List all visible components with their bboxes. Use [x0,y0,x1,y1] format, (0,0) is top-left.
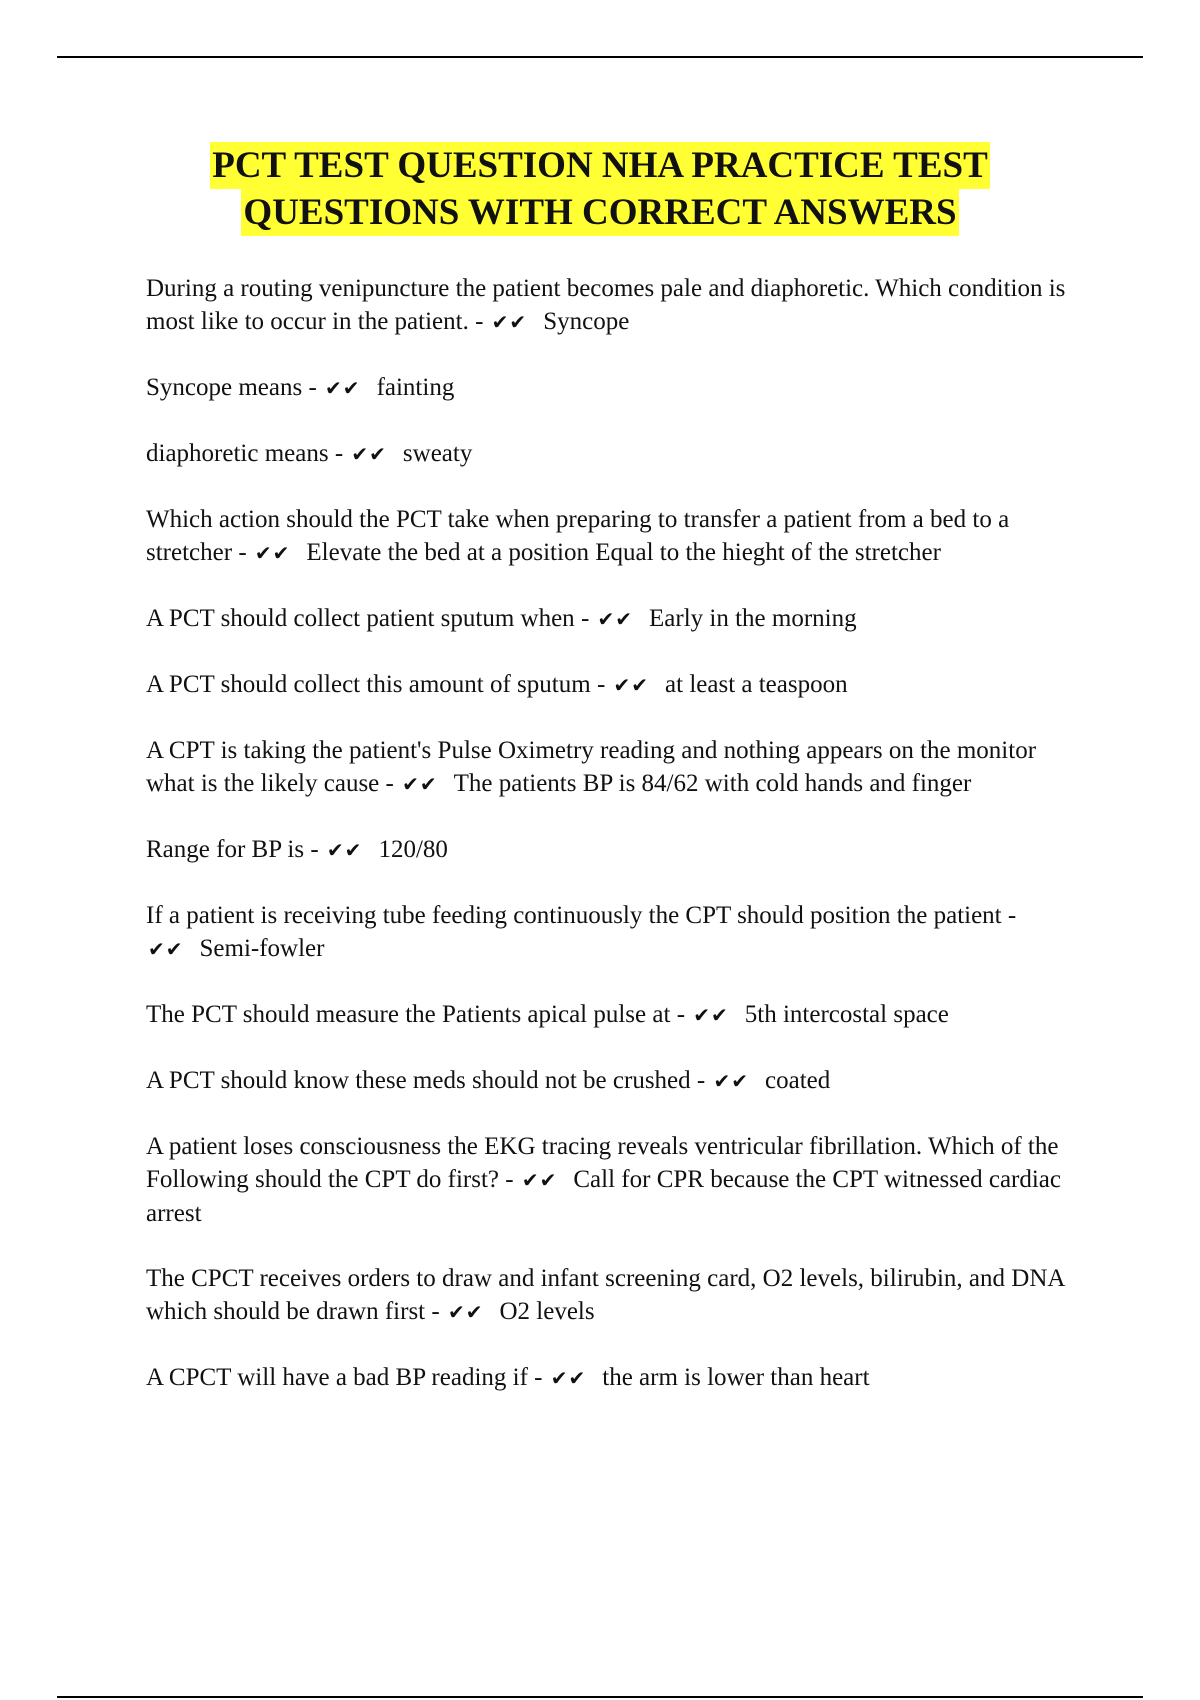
double-check-icon: ✔✔ [351,442,387,466]
double-check-icon: ✔✔ [148,937,184,961]
answer-text: coated [765,1067,831,1094]
answer-text: the arm is lower than heart [602,1364,870,1391]
double-check-icon: ✔✔ [447,1300,484,1324]
bottom-rule [57,1696,1143,1698]
question-text: diaphoretic means [146,440,329,467]
qa-item [146,437,1086,471]
question-text: Which action should the PCT take when preparing to transfer a patient from a bed to a stretcher [146,506,1010,566]
question-text: A PCT should collect patient sputum when [146,605,575,632]
document-title [0,142,1200,236]
double-check-icon: ✔✔ [491,310,528,334]
qa-item [146,1130,1086,1230]
double-check-icon: ✔✔ [326,838,363,862]
answer-text: The patients BP is 84/62 with cold hands and finger [453,770,972,797]
answer-text: at least a teaspoon [665,671,848,698]
question-text: A patient loses consciousness the EKG tracing reveals ventricular fibrillation. Which of the Following should the CPT do first? [146,1133,1059,1193]
separator: - [690,1067,712,1094]
answer-text: 120/80 [378,836,448,863]
question-text: Syncope means [146,374,303,401]
double-check-icon: ✔✔ [325,376,361,400]
question-text: The PCT should measure the Patients apical pulse at [146,1001,671,1028]
question-text: A PCT should collect this amount of sputum [146,671,591,698]
answer-text: Syncope [543,308,630,335]
double-check-icon: ✔✔ [693,1003,729,1027]
double-check-icon: ✔✔ [402,772,438,796]
qa-item [146,899,1086,966]
title-line-1: PCT TEST QUESTION NHA PRACTICE TEST [210,142,990,189]
answer-text: O2 levels [499,1298,595,1325]
qa-item [146,668,1086,702]
qa-item [146,602,1086,636]
qa-item [146,734,1086,801]
separator: - [468,308,490,335]
separator: - [425,1298,446,1325]
qa-item [146,833,1086,867]
double-check-icon: ✔✔ [254,541,291,565]
question-text: Range for BP is [146,836,305,863]
qa-item [146,371,1086,405]
answer-text: Semi-fowler [199,935,325,962]
top-rule [57,56,1143,58]
answer-text: Elevate the bed at a position Equal to the hieght of the stretcher [306,539,941,566]
question-text: A CPT is taking the patient's Pulse Oximetry reading and nothing appears on the monitor what is the likely cause [146,737,1037,797]
qa-list [146,272,1086,1427]
double-check-icon: ✔✔ [613,673,650,697]
separator: - [527,1364,549,1391]
question-text: A CPCT will have a bad BP reading if [146,1364,528,1391]
separator: - [499,1166,520,1193]
qa-item [146,272,1086,339]
qa-item [146,1262,1086,1329]
separator: - [670,1001,692,1028]
double-check-icon: ✔✔ [521,1168,558,1192]
answer-text: Call for CPR because the CPT witnessed cardiac arrest [146,1166,1061,1227]
qa-item [146,1361,1086,1395]
double-check-icon: ✔✔ [713,1069,749,1093]
answer-text: fainting [376,374,455,401]
double-check-icon: ✔✔ [550,1366,587,1390]
double-check-icon: ✔✔ [597,607,634,631]
question-text: If a patient is receiving tube feeding continuously the CPT should position the patient [146,902,1002,929]
separator: - [232,539,253,566]
answer-text: Early in the morning [649,605,857,632]
answer-text: 5th intercostal space [744,1001,949,1028]
separator: - [1001,902,1017,929]
title-line-2: QUESTIONS WITH CORRECT ANSWERS [241,189,958,236]
separator: - [379,770,401,797]
separator: - [590,671,612,698]
qa-item [146,998,1086,1032]
qa-item [146,1064,1086,1098]
separator: - [328,440,350,467]
separator: - [574,605,596,632]
separator: - [302,374,324,401]
question-text: The CPCT receives orders to draw and infant screening card, O2 levels, bilirubin, and DNA which should be drawn first [146,1265,1065,1325]
separator: - [304,836,325,863]
answer-text: sweaty [402,440,473,467]
qa-item [146,503,1086,570]
question-text: During a routing venipuncture the patient becomes pale and diaphoretic. Which condition is most like to occur in the patient. [146,275,1066,335]
question-text: A PCT should know these meds should not be crushed [146,1067,691,1094]
